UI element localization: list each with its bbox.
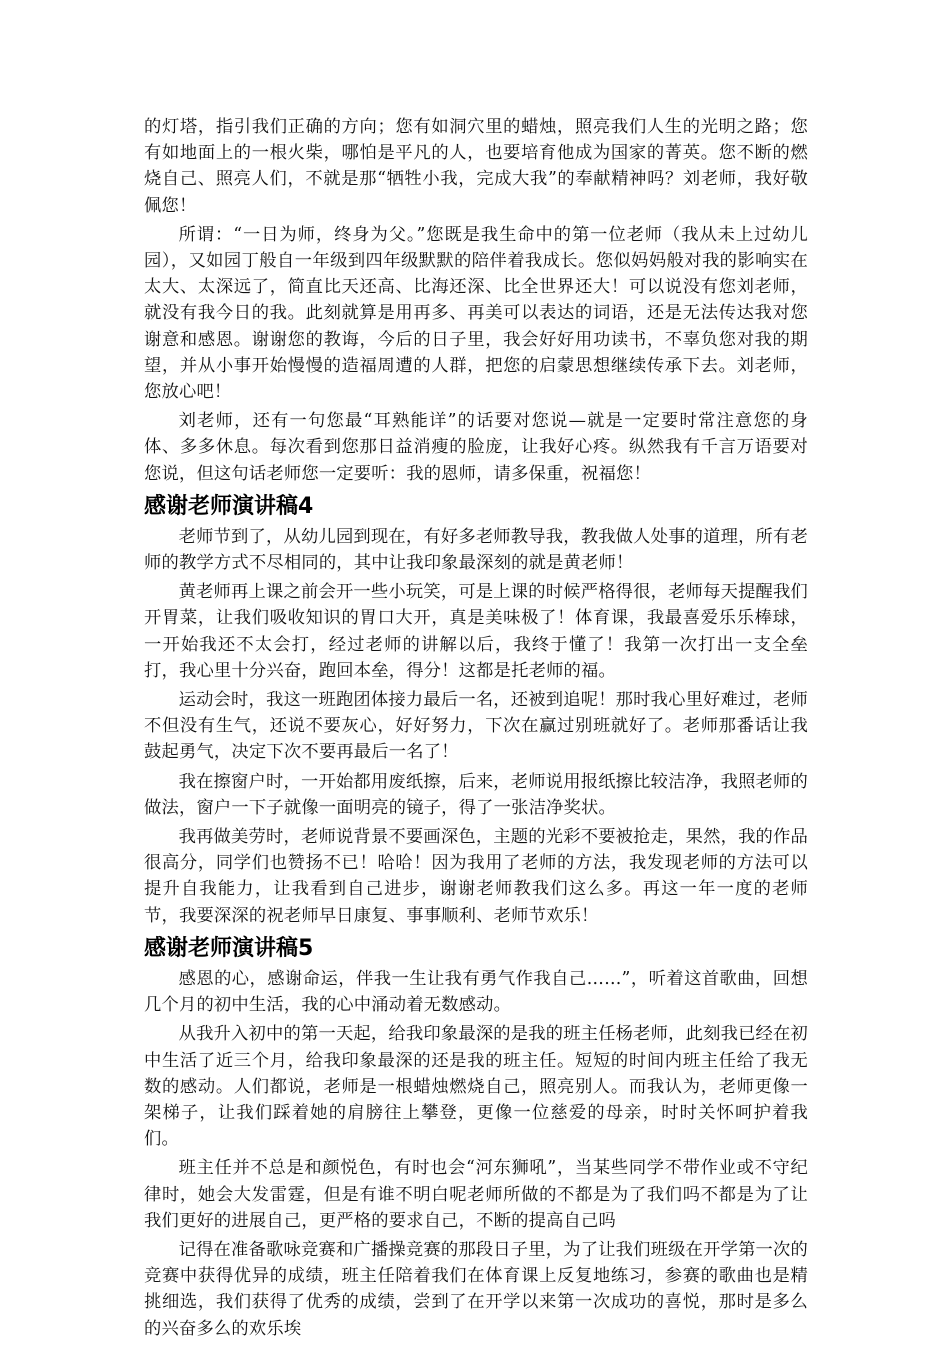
paragraph: 老师节到了，从幼儿园到现在，有好多老师教导我，教我做人处事的道理，所有老师的教学方式不尽相同的，其中让我印象最深刻的就是黄老师！	[144, 526, 808, 574]
paragraph: 刘老师，还有一句您最“耳熟能详”的话要对您说—就是一定要时常注意您的身体、多多休息。每次看到您那日益消瘦的脸庞，让我好心疼。纵然我有千言万语要对您说，但这句话老师您一定要听：我的恩师，请多保重，祝福您！	[144, 411, 808, 484]
paragraph: 运动会时，我这一班跑团体接力最后一名，还被到追呢！那时我心里好难过，老师不但没有生气，还说不要灰心，好好努力，下次在赢过别班就好了。老师那番话让我鼓起勇气，决定下次不要再最后一名了！	[144, 690, 808, 763]
document-page	[144, 114, 808, 1345]
section-heading: 感谢老师演讲稿5	[144, 935, 314, 961]
paragraph: 的灯塔，指引我们正确的方向；您有如洞穴里的蜡烛，照亮我们人生的光明之路；您有如地面上的一根火柴，哪怕是平凡的人，也要培育他成为国家的菁英。您不断的燃烧自己、照亮人们，不就是那“牺牲小我，完成大我”的奉献精神吗？刘老师，我好敬佩您！	[144, 117, 808, 216]
paragraph: 班主任并不总是和颜悦色，有时也会“河东狮吼”，当某些同学不带作业或不守纪律时，她会大发雷霆，但是有谁不明白呢老师所做的不都是为了我们吗不都是为了让我们更好的进展自己，更严格的要求自己，不断的提高自己吗	[144, 1158, 808, 1231]
paragraph: 记得在准备歌咏竞赛和广播操竞赛的那段日子里，为了让我们班级在开学第一次的竞赛中获得优异的成绩，班主任陪着我们在体育课上反复地练习，参赛的歌曲也是精挑细选，我们获得了优秀的成绩，尝到了在开学以来第一次成功的喜悦，那时是多么的兴奋多么的欢乐埃	[144, 1239, 808, 1339]
section-heading: 感谢老师演讲稿4	[144, 493, 314, 519]
paragraph: 黄老师再上课之前会开一些小玩笑，可是上课的时候严格得很，老师每天提醒我们开胃菜，让我们吸收知识的胃口大开，真是美味极了！体育课，我最喜爱乐乐棒球，一开始我还不太会打，经过老师的讲解以后，我终于懂了！我第一次打出一支全垒打，我心里十分兴奋，跑回本垒，得分！这都是托老师的福。	[144, 582, 808, 681]
paragraph: 我在擦窗户时，一开始都用废纸擦，后来，老师说用报纸擦比较洁净，我照老师的做法，窗户一下子就像一面明亮的镜子，得了一张洁净奖状。	[144, 771, 808, 818]
paragraph: 从我升入初中的第一天起，给我印象最深的是我的班主任杨老师，此刻我已经在初中生活了近三个月，给我印象最深的还是我的班主任。短短的时间内班主任给了我无数的感动。人们都说，老师是一根蜡烛燃烧自己，照亮别人。而我认为，老师更像一架梯子，让我们踩着她的肩膀往上攀登，更像一位慈爱的母亲，时时关怀呵护着我们。	[144, 1024, 808, 1150]
paragraph: 感恩的心，感谢命运，伴我一生让我有勇气作我自己……”，听着这首歌曲，回想几个月的初中生活，我的心中涌动着无数感动。	[144, 968, 808, 1016]
paragraph: 我再做美劳时，老师说背景不要画深色，主题的光彩不要被抢走，果然，我的作品很高分，同学们也赞扬不已！哈哈！因为我用了老师的方法，我发现老师的方法可以提升自我能力，让我看到自己进步，谢谢老师教我们这么多。再这一年一度的老师节，我要深深的祝老师早日康复、事事顺利、老师节欢乐！	[144, 827, 808, 926]
paragraph: 所谓：“一日为师，终身为父。”您既是我生命中的第一位老师（我从未上过幼儿园），又如园丁般自一年级到四年级默默的陪伴着我成长。您似妈妈般对我的影响实在太大、太深远了，简直比天还高、比海还深、比全世界还大！可以说没有您刘老师，就没有我今日的我。此刻就算是用再多、再美可以表达的词语，还是无法传达我对您谢意和感恩。谢谢您的教诲，今后的日子里，我会好好用功读书，不辜负您对我的期望，并从小事开始慢慢的造福周遭的人群，把您的启蒙思想继续传承下去。刘老师，您放心吧！	[144, 224, 808, 403]
